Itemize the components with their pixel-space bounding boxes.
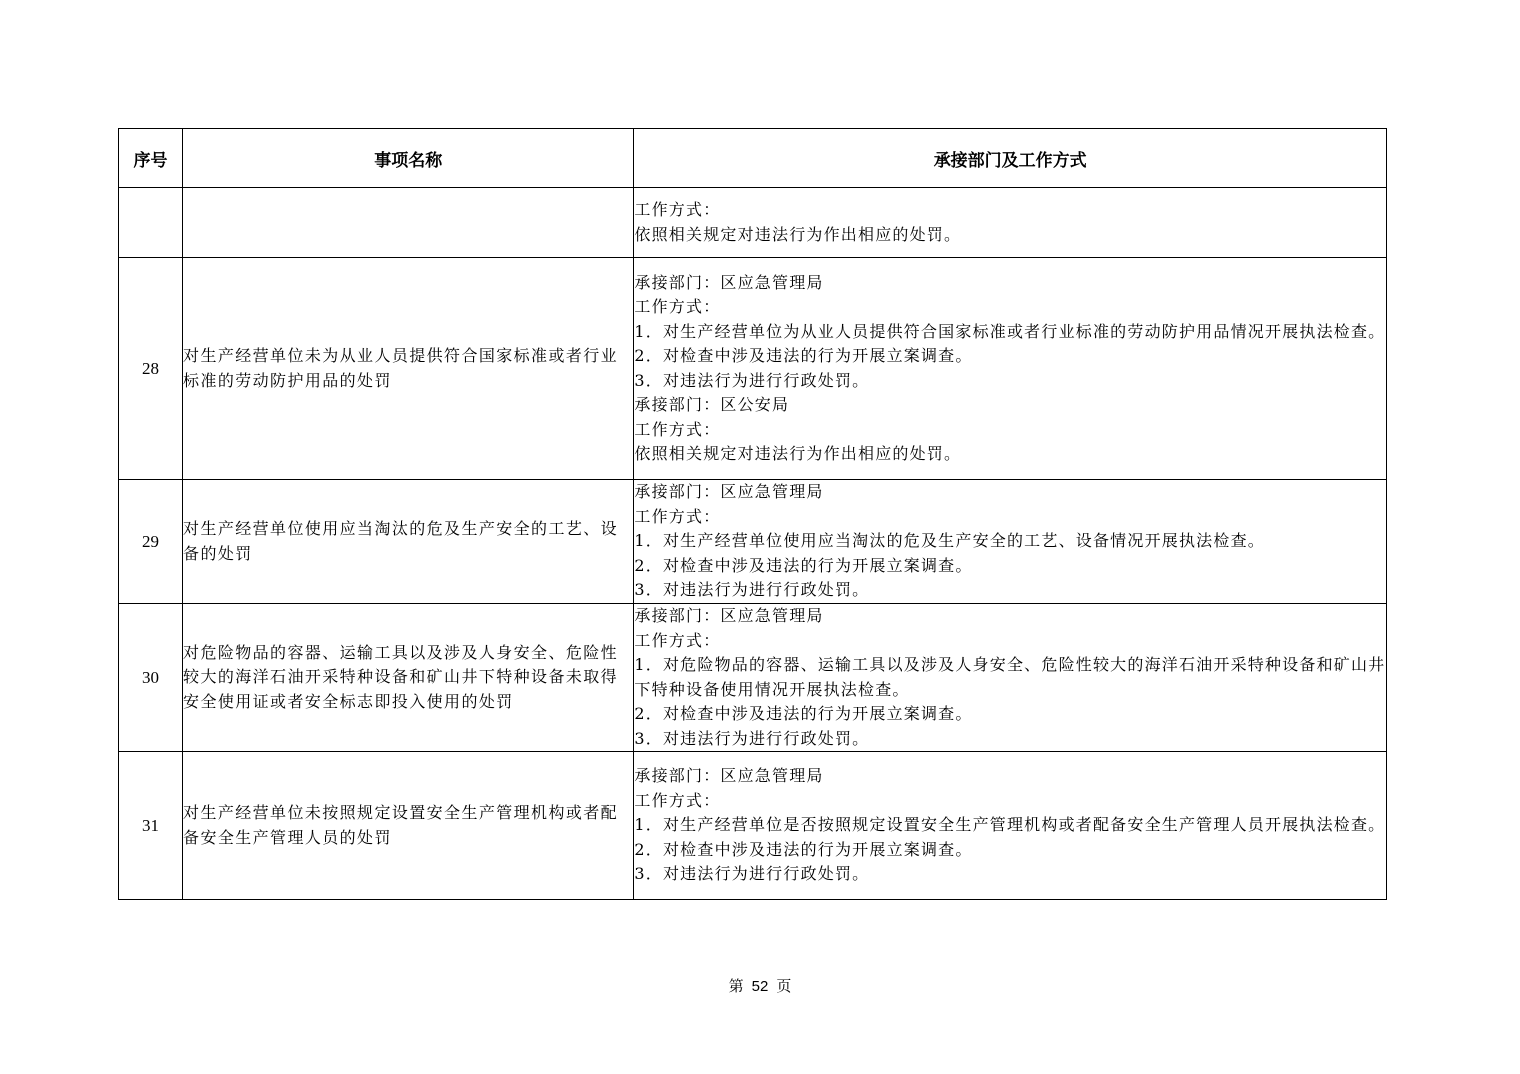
method-line: 1．对生产经营单位使用应当淘汰的危及生产安全的工艺、设备情况开展执法检查。 xyxy=(634,531,1265,551)
page-number: 52 xyxy=(751,978,769,995)
method-line: 工作方式： xyxy=(634,790,721,810)
method-line: 2．对检查中涉及违法的行为开展立案调查。 xyxy=(634,839,973,859)
method-line: 工作方式： xyxy=(634,200,721,219)
method-line: 工作方式： xyxy=(634,297,721,316)
method-line: 工作方式： xyxy=(634,630,721,650)
table-row xyxy=(119,188,1387,258)
method-line: 2．对检查中涉及违法的行为开展立案调查。 xyxy=(634,346,973,365)
header-department-method: 承接部门及工作方式 xyxy=(634,129,1387,188)
header-serial-number: 序号 xyxy=(119,129,183,188)
row-department-method xyxy=(634,752,1387,900)
row-item-name: 对危险物品的容器、运输工具以及涉及人身安全、危险性较大的海洋石油开采特种设备和矿山井下特种设备未取得安全使用证或者安全标志即投入使用的处罚 xyxy=(183,604,634,752)
method-line: 2．对检查中涉及违法的行为开展立案调查。 xyxy=(634,704,973,723)
method-line: 3．对违法行为进行行政处罚。 xyxy=(634,864,870,884)
department-line: 承接部门：区应急管理局 xyxy=(634,482,824,502)
row-department-method xyxy=(634,188,1387,258)
row-department-method xyxy=(634,604,1387,752)
row-serial-number: 29 xyxy=(119,480,183,604)
method-line: 依照相关规定对违法行为作出相应的处罚。 xyxy=(634,224,962,244)
row-item-name xyxy=(183,188,634,258)
header-item-name: 事项名称 xyxy=(183,129,634,188)
department-line: 承接部门：区应急管理局 xyxy=(634,766,824,786)
row-serial-number: 28 xyxy=(119,258,183,480)
department-line: 承接部门：区应急管理局 xyxy=(634,272,824,292)
table-row xyxy=(119,604,1387,752)
department-line: 承接部门：区公安局 xyxy=(634,395,790,414)
method-line: 3．对违法行为进行行政处罚。 xyxy=(634,370,870,390)
method-line: 2．对检查中涉及违法的行为开展立案调查。 xyxy=(634,555,973,575)
page-prefix: 第 xyxy=(728,977,744,995)
table-row xyxy=(119,258,1387,480)
row-item-name: 对生产经营单位未为从业人员提供符合国家标准或者行业标准的劳动防护用品的处罚 xyxy=(183,258,634,480)
method-line: 工作方式： xyxy=(634,419,721,439)
table-row xyxy=(119,480,1387,604)
row-department-method xyxy=(634,480,1387,604)
method-line: 1．对生产经营单位是否按照规定设置安全生产管理机构或者配备安全生产管理人员开展执法检查。 xyxy=(634,815,1386,835)
row-serial-number: 30 xyxy=(119,604,183,752)
row-serial-number xyxy=(119,188,183,258)
row-item-name: 对生产经营单位未按照规定设置安全生产管理机构或者配备安全生产管理人员的处罚 xyxy=(183,752,634,900)
method-line: 依照相关规定对违法行为作出相应的处罚。 xyxy=(634,444,962,463)
table-header-row xyxy=(119,129,1387,188)
row-item-name: 对生产经营单位使用应当淘汰的危及生产安全的工艺、设备的处罚 xyxy=(183,480,634,604)
items-table xyxy=(118,128,1387,900)
department-line: 承接部门：区应急管理局 xyxy=(634,606,824,625)
method-line: 1．对生产经营单位为从业人员提供符合国家标准或者行业标准的劳动防护用品情况开展执法检查。 xyxy=(634,321,1386,341)
method-line: 3．对违法行为进行行政处罚。 xyxy=(634,728,870,748)
row-department-method xyxy=(634,258,1387,480)
method-line: 1．对危险物品的容器、运输工具以及涉及人身安全、危险性较大的海洋石油开采特种设备和矿山井下特种设备使用情况开展执法检查。 xyxy=(634,655,1386,699)
method-line: 工作方式： xyxy=(634,506,721,526)
row-serial-number: 31 xyxy=(119,752,183,900)
page-footer xyxy=(0,975,1520,996)
table-row xyxy=(119,752,1387,900)
method-line: 3．对违法行为进行行政处罚。 xyxy=(634,580,870,600)
page-suffix: 页 xyxy=(776,977,792,995)
